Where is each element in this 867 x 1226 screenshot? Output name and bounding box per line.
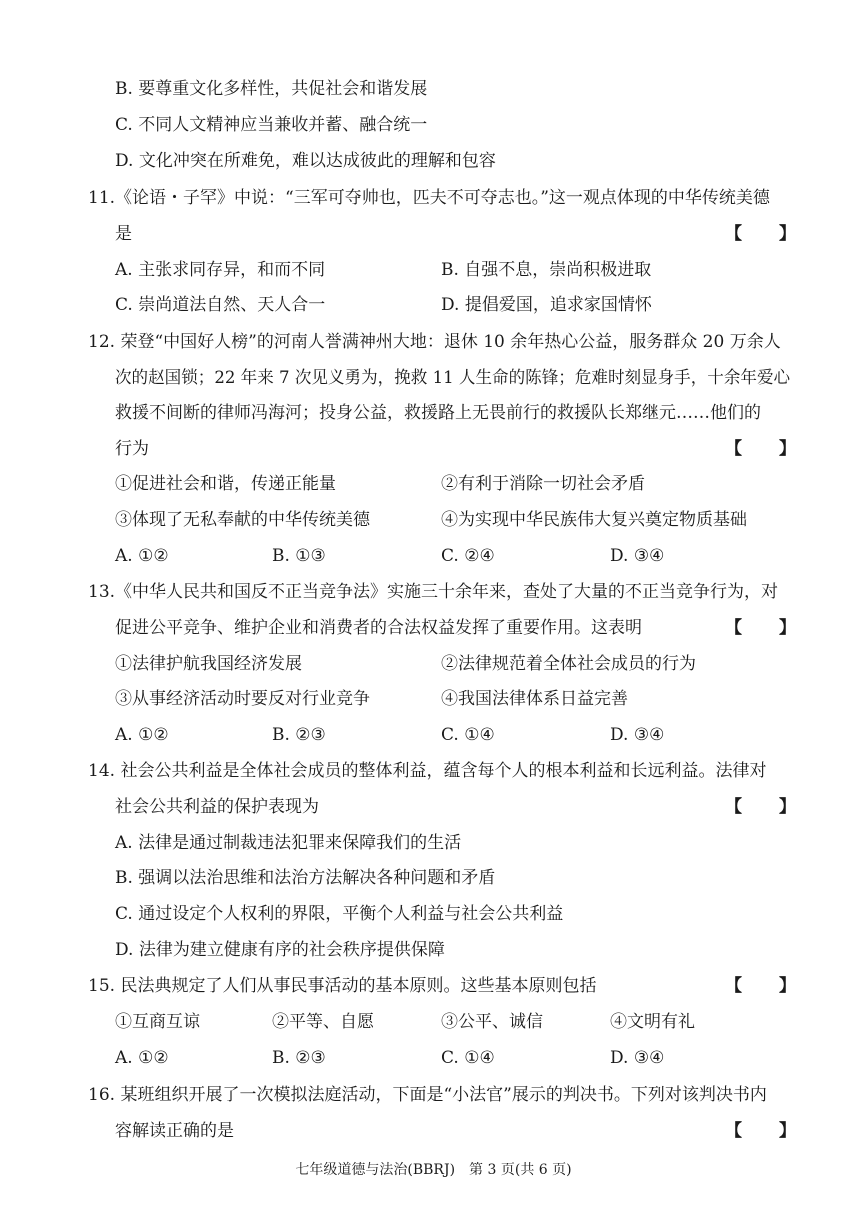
q11-stem-text-2: 是 bbox=[115, 224, 132, 244]
q13-choice-c: C. ①④ bbox=[441, 725, 495, 745]
q16-answer-bracket: 【 】 bbox=[725, 1121, 797, 1141]
q12-choice-b: B. ①③ bbox=[272, 546, 326, 566]
q12-stem-line-2 bbox=[0, 360, 867, 396]
q15-choice-a: A. ①② bbox=[115, 1048, 169, 1068]
q15-statement-4: ④文明有礼 bbox=[610, 1012, 695, 1032]
q10-option-d-text: D. 文化冲突在所难免，难以达成彼此的理解和包容 bbox=[115, 151, 496, 171]
q12-stem-line-4 bbox=[0, 431, 867, 467]
q13-statement-2: ②法律规范着全体社会成员的行为 bbox=[441, 654, 696, 674]
q15-choice-c: C. ①④ bbox=[441, 1048, 495, 1068]
q11-option-d: D. 提倡爱国，追求家国情怀 bbox=[441, 295, 652, 315]
q10-option-b bbox=[0, 71, 867, 107]
q13-stem-text-1: 13.《中华人民共和国反不正当竞争法》实施三十余年来，查处了大量的不正当竞争行为，对 bbox=[88, 582, 779, 602]
q13-statement-1: ①法律护航我国经济发展 bbox=[115, 654, 302, 674]
q13-answer-bracket: 【 】 bbox=[725, 618, 797, 638]
q11-options-row-2 bbox=[0, 287, 867, 323]
q10-option-c bbox=[0, 107, 867, 143]
q15-statements-row bbox=[0, 1004, 867, 1040]
q15-choice-d: D. ③④ bbox=[610, 1048, 665, 1068]
q12-statements-row-1 bbox=[0, 466, 867, 502]
q12-statement-1: ①促进社会和谐，传递正能量 bbox=[115, 474, 336, 494]
q15-stem-line-1 bbox=[0, 968, 867, 1004]
q10-option-c-text: C. 不同人文精神应当兼收并蓄、融合统一 bbox=[115, 115, 428, 135]
q14-option-a bbox=[0, 825, 867, 861]
q10-option-d bbox=[0, 143, 867, 179]
q14-option-c bbox=[0, 896, 867, 932]
q14-stem-line-1 bbox=[0, 753, 867, 789]
q12-choice-c: C. ②④ bbox=[441, 546, 495, 566]
q15-choice-b: B. ②③ bbox=[272, 1048, 326, 1068]
q12-choice-d: D. ③④ bbox=[610, 546, 665, 566]
q12-stem-line-1 bbox=[0, 324, 867, 360]
q15-statement-3: ③公平、诚信 bbox=[441, 1012, 543, 1032]
q11-option-c: C. 崇尚道法自然、天人合一 bbox=[115, 295, 326, 315]
q12-statement-3: ③体现了无私奉献的中华传统美德 bbox=[115, 510, 370, 530]
q15-statement-1: ①互商互谅 bbox=[115, 1012, 200, 1032]
q13-choice-b: B. ②③ bbox=[272, 725, 326, 745]
q12-stem-line-3 bbox=[0, 395, 867, 431]
q15-stem-text-1: 15. 民法典规定了人们从事民事活动的基本原则。这些基本原则包括 bbox=[88, 976, 597, 996]
q13-stem-line-1 bbox=[0, 574, 867, 610]
q14-option-b bbox=[0, 860, 867, 896]
q13-choice-a: A. ①② bbox=[115, 725, 169, 745]
q16-stem-line-1 bbox=[0, 1077, 867, 1113]
page-footer: 七年级道德与法治(BBRJ) 第 3 页(共 6 页) bbox=[295, 1162, 572, 1178]
q13-statement-3: ③从事经济活动时要反对行业竞争 bbox=[115, 689, 370, 709]
q11-stem-line-1 bbox=[0, 180, 867, 216]
q12-statement-2: ②有利于消除一切社会矛盾 bbox=[441, 474, 645, 494]
q11-answer-bracket: 【 】 bbox=[725, 224, 797, 244]
q14-answer-bracket: 【 】 bbox=[725, 797, 797, 817]
q11-stem-line-2 bbox=[0, 216, 867, 252]
q16-stem-text-1: 16. 某班组织开展了一次模拟法庭活动，下面是“小法官”展示的判决书。下列对该判决书内 bbox=[88, 1085, 767, 1105]
q12-statement-4: ④为实现中华民族伟大复兴奠定物质基础 bbox=[441, 510, 747, 530]
q16-stem-text-2: 容解读正确的是 bbox=[115, 1121, 234, 1141]
q12-stem-text-2: 次的赵国锁；22 年来 7 次见义勇为，挽救 11 人生命的陈锋；危难时刻显身手，十余年爱心 bbox=[115, 368, 791, 388]
q13-statement-4: ④我国法律体系日益完善 bbox=[441, 689, 628, 709]
q10-option-b-text: B. 要尊重文化多样性，共促社会和谐发展 bbox=[115, 79, 428, 99]
q11-option-b: B. 自强不息，崇尚积极进取 bbox=[441, 260, 652, 280]
q15-answer-bracket: 【 】 bbox=[725, 976, 797, 996]
q14-option-b-text: B. 强调以法治思维和法治方法解决各种问题和矛盾 bbox=[115, 868, 496, 888]
q12-stem-text-1: 12. 荣登“中国好人榜”的河南人誉满神州大地：退休 10 余年热心公益，服务群众 20 万余人 bbox=[88, 332, 781, 352]
q13-choice-d: D. ③④ bbox=[610, 725, 665, 745]
q12-stem-text-4: 行为 bbox=[115, 439, 149, 459]
q14-stem-line-2 bbox=[0, 789, 867, 825]
q13-statements-row-1 bbox=[0, 646, 867, 682]
q12-choice-a: A. ①② bbox=[115, 546, 169, 566]
q16-stem-line-2 bbox=[0, 1113, 867, 1149]
q12-choices-row bbox=[0, 538, 867, 574]
q14-option-c-text: C. 通过设定个人权利的界限，平衡个人利益与社会公共利益 bbox=[115, 904, 564, 924]
q14-option-d-text: D. 法律为建立健康有序的社会秩序提供保障 bbox=[115, 940, 445, 960]
q12-answer-bracket: 【 】 bbox=[725, 439, 797, 459]
q12-statements-row-2 bbox=[0, 502, 867, 538]
q13-statements-row-2 bbox=[0, 681, 867, 717]
q14-stem-text-1: 14. 社会公共利益是全体社会成员的整体利益，蕴含每个人的根本利益和长远利益。法律对 bbox=[88, 761, 767, 781]
q11-stem-text-1: 11.《论语・子罕》中说：“三军可夺帅也，匹夫不可夺志也。”这一观点体现的中华传统美德 bbox=[88, 188, 770, 208]
q14-option-a-text: A. 法律是通过制裁违法犯罪来保障我们的生活 bbox=[115, 833, 462, 853]
q13-stem-line-2 bbox=[0, 610, 867, 646]
q14-option-d bbox=[0, 932, 867, 968]
q11-options-row-1 bbox=[0, 252, 867, 288]
q15-statement-2: ②平等、自愿 bbox=[272, 1012, 374, 1032]
q14-stem-text-2: 社会公共利益的保护表现为 bbox=[115, 797, 319, 817]
q15-choices-row bbox=[0, 1040, 867, 1076]
q13-stem-text-2: 促进公平竞争、维护企业和消费者的合法权益发挥了重要作用。这表明 bbox=[115, 618, 642, 638]
q12-stem-text-3: 救援不间断的律师冯海河；投身公益，救援路上无畏前行的救援队长郑继元……他们的 bbox=[115, 403, 761, 423]
q11-option-a: A. 主张求同存异，和而不同 bbox=[115, 260, 326, 280]
q13-choices-row bbox=[0, 717, 867, 753]
